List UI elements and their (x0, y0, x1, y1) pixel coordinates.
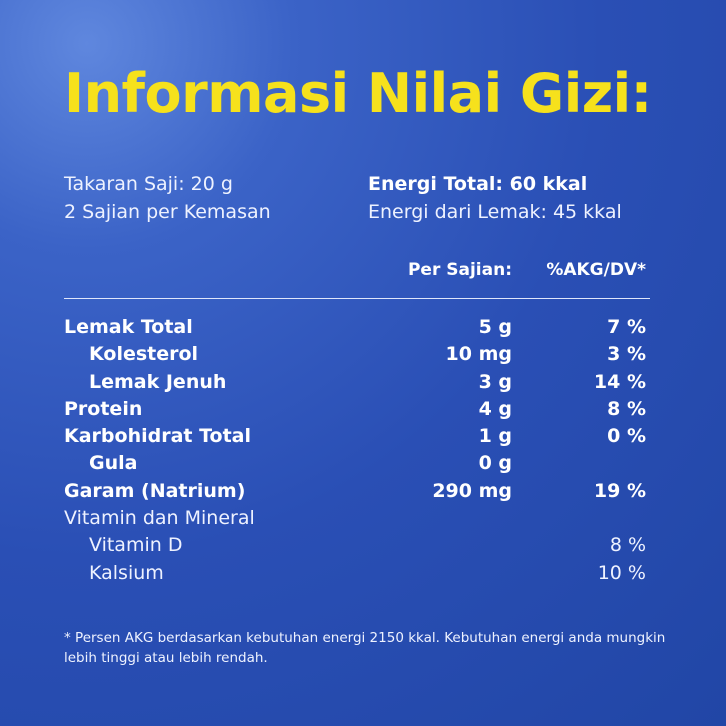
nutrient-row (0, 532, 726, 559)
nutrient-row (0, 423, 726, 450)
nutrient-name: Lemak Total (64, 316, 193, 338)
nutrient-name: Lemak Jenuh (89, 370, 227, 393)
energy-total: Energi Total: 60 kkal (368, 173, 588, 195)
nutrient-dv: 7 % (607, 316, 646, 338)
servings-per-pack: 2 Sajian per Kemasan (64, 201, 271, 223)
footnote: * Persen AKG berdasarkan kebutuhan energi 2150 kkal. Kebutuhan energi anda mungkin lebih tinggi atau lebih rendah. (64, 630, 666, 666)
nutrient-dv: 3 % (607, 343, 646, 366)
divider (64, 298, 650, 299)
nutrient-dv: 14 % (593, 370, 646, 393)
nutrient-name: Protein (64, 397, 143, 420)
nutrient-row (0, 450, 726, 477)
nutrient-name: Gula (89, 452, 138, 475)
energy-from-fat: Energi dari Lemak: 45 kkal (368, 201, 622, 223)
nutrient-row (0, 478, 726, 505)
nutrient-table (0, 314, 726, 587)
nutrient-name: Vitamin dan Mineral (64, 507, 255, 530)
nutrient-amount: 0 g (478, 452, 512, 475)
column-header-dv: %AKG/DV* (546, 260, 646, 280)
nutrient-amount: 5 g (478, 316, 512, 338)
nutrient-amount: 3 g (478, 370, 512, 393)
nutrient-amount: 1 g (478, 425, 512, 448)
nutrient-dv: 19 % (593, 479, 646, 502)
page-title: Informasi Nilai Gizi: (64, 62, 652, 125)
nutrient-row (0, 505, 726, 532)
nutrient-name: Karbohidrat Total (64, 425, 252, 448)
nutrient-name: Kalsium (89, 561, 164, 584)
nutrient-dv: 8 % (607, 397, 646, 420)
nutrient-dv: 10 % (597, 561, 646, 584)
nutrient-name: Kolesterol (89, 343, 199, 366)
energy-info (368, 170, 622, 226)
nutrient-row (0, 341, 726, 368)
serving-info (64, 170, 271, 226)
nutrient-row (0, 369, 726, 396)
nutrient-amount: 4 g (478, 397, 512, 420)
column-header-per-serving: Per Sajian: (407, 260, 512, 280)
nutrient-name: Garam (Natrium) (64, 479, 246, 502)
serving-size: Takaran Saji: 20 g (64, 173, 233, 195)
nutrient-dv: 8 % (609, 534, 646, 557)
nutrient-row (0, 314, 726, 341)
nutrient-name: Vitamin D (89, 534, 183, 557)
nutrient-row (0, 560, 726, 587)
nutrient-dv: 0 % (607, 425, 646, 448)
nutrient-amount: 290 mg (432, 479, 512, 502)
nutrient-amount: 10 mg (445, 343, 512, 366)
nutrient-row (0, 396, 726, 423)
